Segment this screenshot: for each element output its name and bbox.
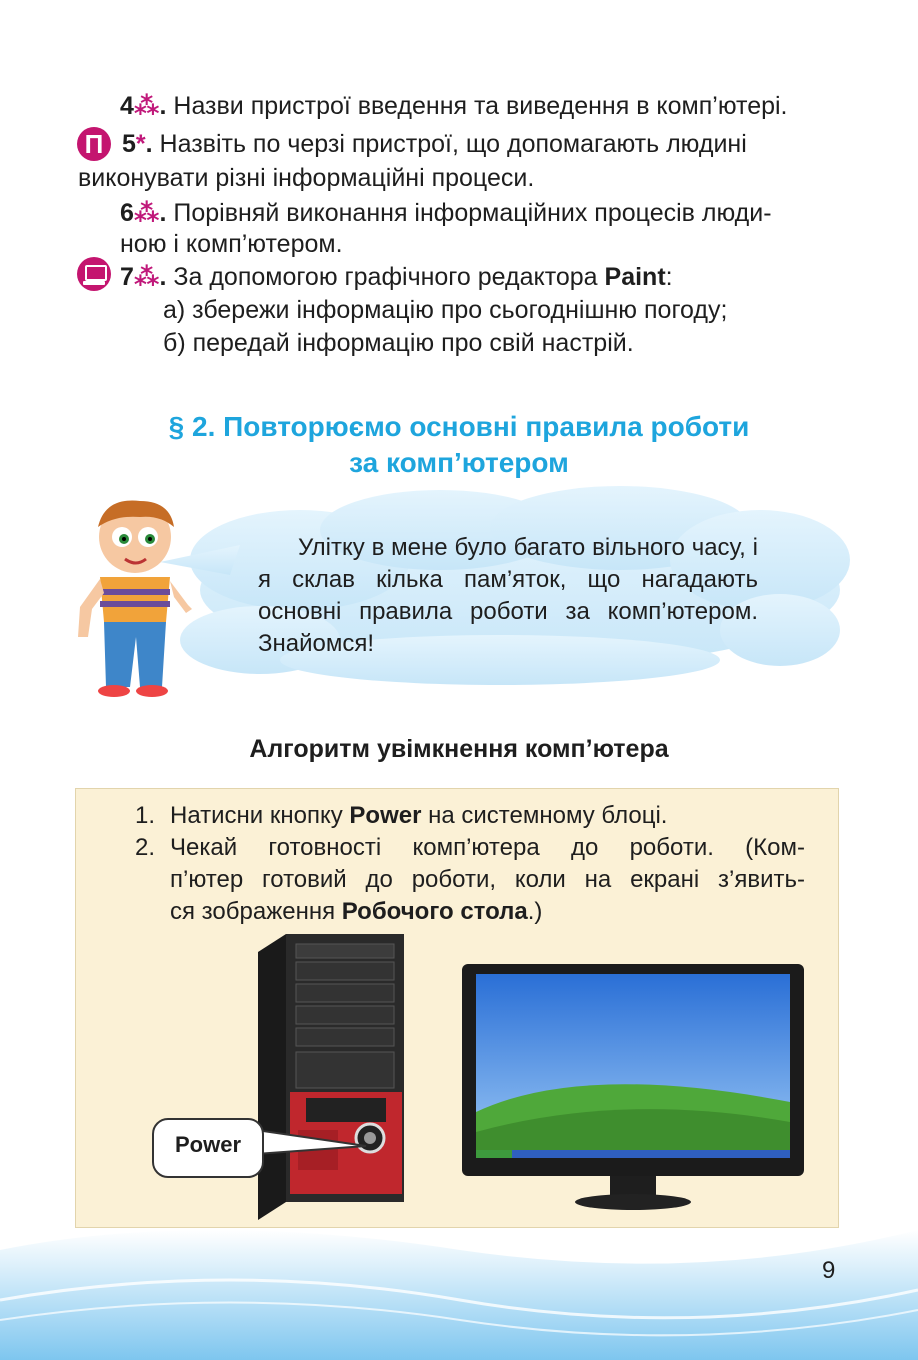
section-heading-line1: § 2. Повторюємо основні правила роботи [168,411,750,442]
algorithm-title: Алгоритм увімкнення комп’ютера [249,735,669,763]
page-number: 9 [822,1257,836,1284]
question-5-continuation: виконувати різні інформаційні процеси. [78,164,535,192]
question-7: 7⁂. За допомогою графічного редактора Paint: [120,263,673,291]
algorithm-step-1: 1. Натисни кнопку Power на системному блоці. [135,802,668,829]
algorithm-step-2-line2: п’ютер готовий до роботи, коли на екрані з’явить- [170,866,805,893]
question-4: 4⁂. Назви пристрої введення та виведення в комп’ютері. [120,92,788,120]
monitor-illustration [462,962,807,1212]
section-heading-line2: за комп’ютером [349,447,569,478]
difficulty-star: * [135,130,146,158]
question-6: 6⁂. Порівняй виконання інформаційних процесів люди- [120,199,772,227]
callout-pointer [256,1124,376,1164]
difficulty-star: ⁂ [133,92,160,120]
question-5: 5*. Назвіть по черзі пристрої, що допомагають людині [122,130,747,158]
difficulty-star: ⁂ [133,199,160,227]
speech-bubble-text: Улітку в мене було багато вільного часу, і я склав кілька пам’яток, що нагадають основні правила роботи за комп’ютером. Знайомся! [258,534,758,657]
question-6-continuation: ною і комп’ютером. [120,230,343,258]
question-7-item-a: а) збережи інформацію про сьогоднішню погоду; [163,296,728,324]
question-7-item-b: б) передай інформацію про свій настрій. [163,329,634,357]
system-unit-illustration [248,932,408,1222]
algorithm-step-2: 2. [135,834,156,861]
power-callout-label: Power [175,1132,242,1157]
pair-work-badge: П [77,127,111,161]
sparkle-decoration [850,1120,910,1260]
difficulty-star: ⁂ [133,263,160,291]
algorithm-step-2-line1: Чекай готовності комп’ютера до роботи. (Ком- [170,834,805,861]
boy-character-illustration [70,497,200,697]
decorative-wave-background [0,1190,918,1360]
question-number: 4 [120,92,134,120]
algorithm-step-2-line3: ся зображення Робочого стола.) [170,898,543,925]
